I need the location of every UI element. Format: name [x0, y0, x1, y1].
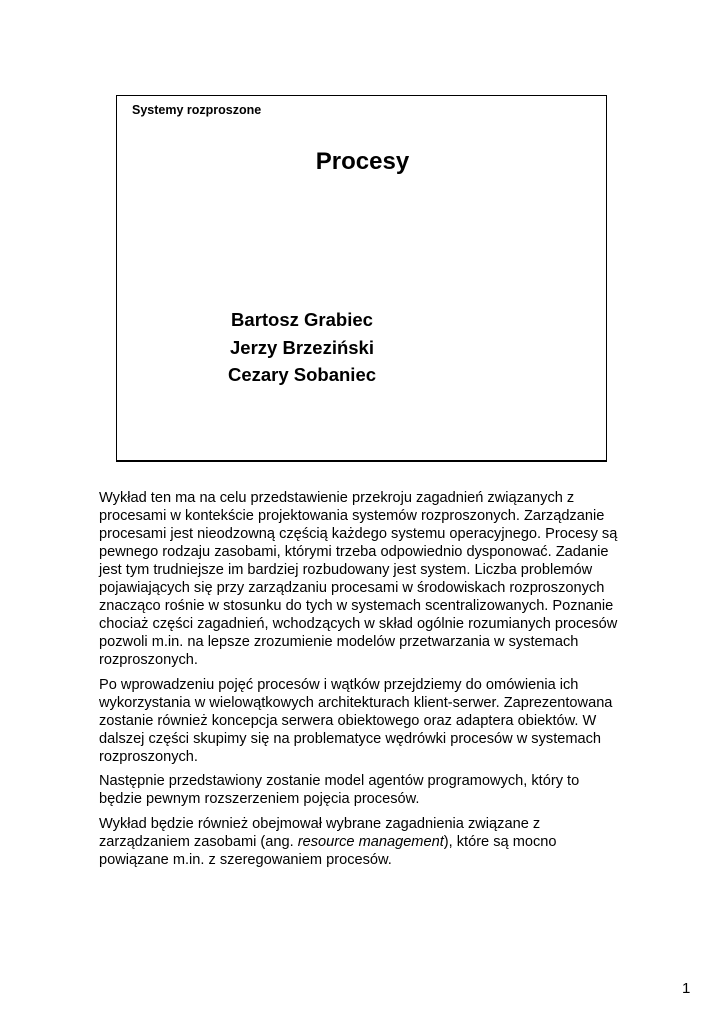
notes-term-italic: resource management	[297, 833, 444, 850]
notes-paragraph: Następnie przedstawiony zostanie model agentów programowych, który to będzie pewnym rozszerzeniem pojęcia procesów.	[99, 773, 580, 808]
notes-paragraph: Wykład ten ma na celu przedstawienie przekroju zagadnień związanych z procesami w kontekście projektowania systemów rozproszonych. Zarządzanie procesami jest nieodzowną częścią każdego systemu operacyjnego. Procesy są pewnego rodzaju zasobami, którymi trzeba odpowiednio dysponować. Zadanie jest tym trudniejsze im bardziej rozbudowany jest system. Liczba problemów pojawiających się przy zarządzaniu procesami w środowiskach rozproszonych znacząco rośnie w stosunku do tych w systemach scentralizowanych. Poznanie chociaż części zagadnień, wchodzących w skład ogólnie rozumianych procesów pozwoli m.in. na lepsze zrozumienie modelów przetwarzania w systemach rozproszonych.	[99, 490, 618, 668]
author-name: Bartosz Grabiec	[231, 309, 373, 330]
slide-frame	[116, 95, 607, 462]
notes-paragraph	[99, 815, 619, 869]
lecture-notes	[99, 489, 619, 875]
author-name: Cezary Sobaniec	[227, 364, 377, 385]
page-number: 1	[682, 980, 691, 997]
author-list	[117, 306, 487, 389]
author-name: Jerzy Brzeziński	[230, 336, 374, 358]
notes-text: Wykład będzie również obejmował wybrane zagadnienia związane z zarządzaniem zasobami (ang.	[99, 815, 541, 850]
slide-title	[117, 148, 606, 176]
notes-paragraph: Po wprowadzeniu pojęć procesów i wątków przejdziemy do omówienia ich wykorzystania w wielowątkowych architekturach klient-serwer. Zaprezentowana zostanie również koncepcja serwera obiektowego oraz adaptera obiektów. W dalszej części skupimy się na problematyce wędrówki procesów w systemach rozproszonych.	[99, 676, 613, 765]
slide-course-name: Systemy rozproszone	[132, 103, 262, 117]
slide-title-text: Procesy	[315, 148, 410, 175]
notes-text: ), które są mocno powiązane m.in. z szeregowaniem procesów.	[99, 833, 557, 868]
